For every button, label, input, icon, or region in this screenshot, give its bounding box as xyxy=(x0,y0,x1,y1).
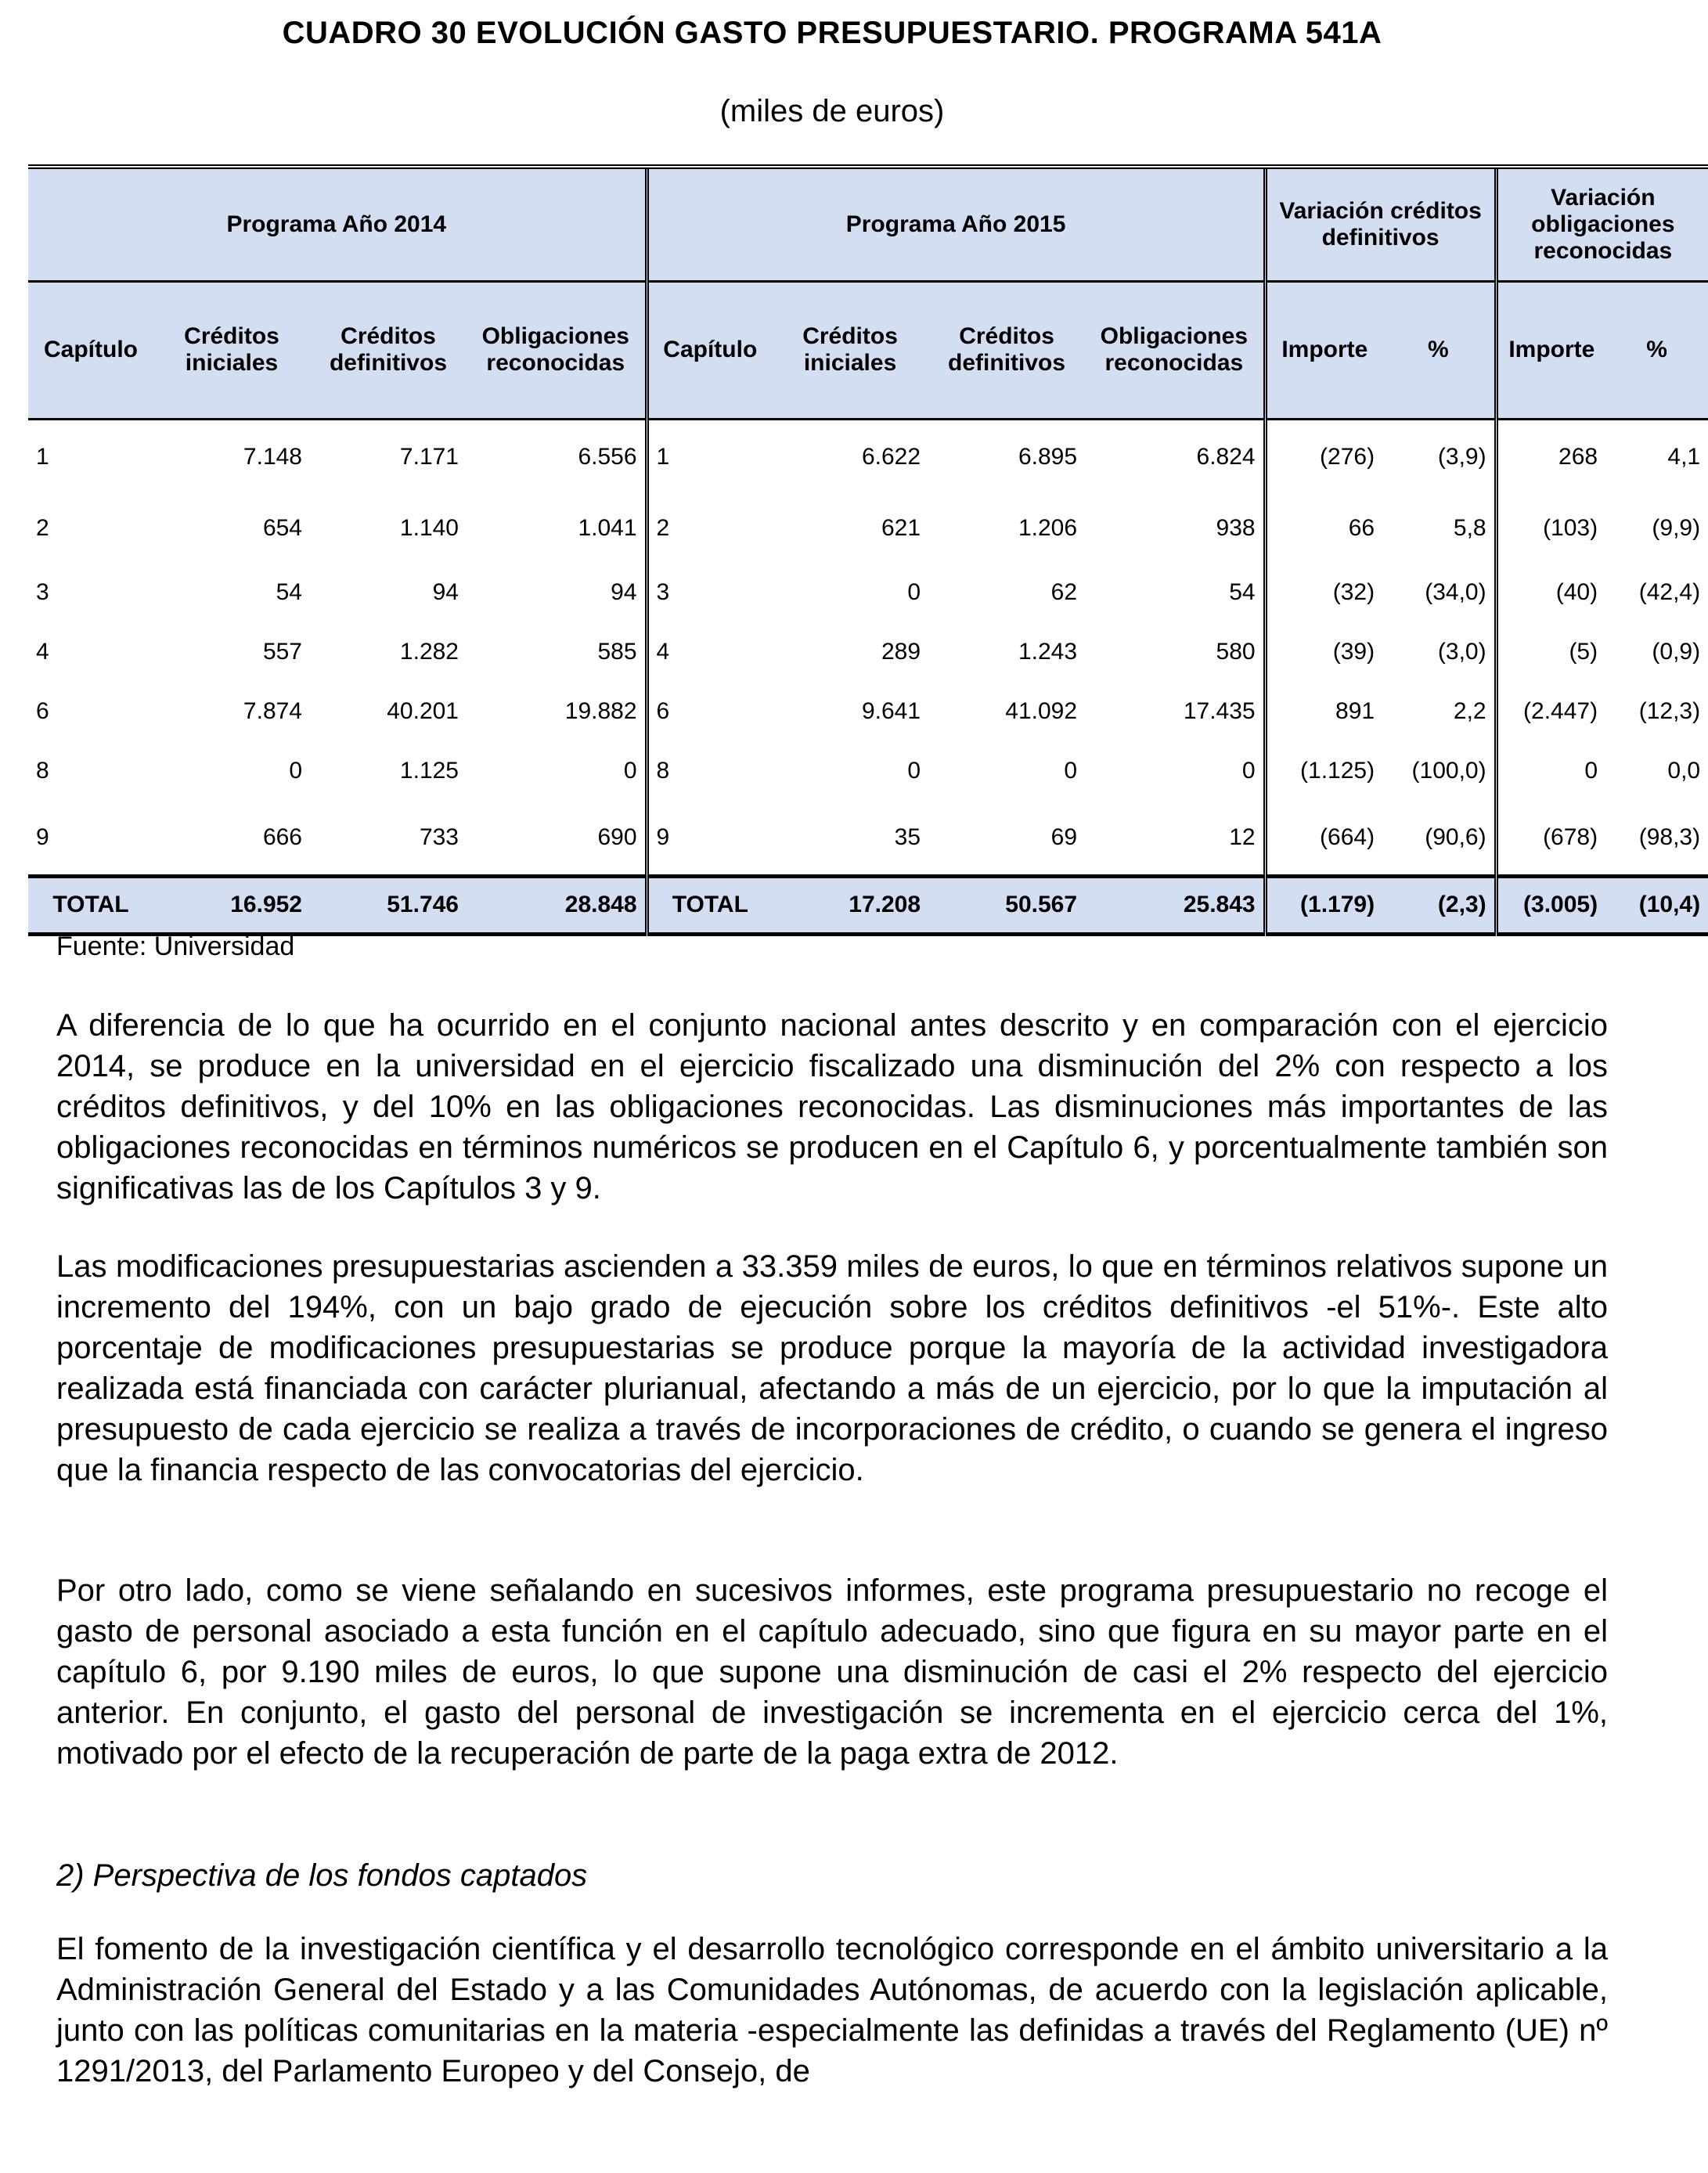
cell-vo-imp: (678) xyxy=(1543,823,1598,850)
cell-cd15: 0 xyxy=(1064,758,1078,784)
cell-cap14: 2 xyxy=(36,515,49,541)
cell-cap14: 4 xyxy=(36,639,49,665)
total-ci15: 17.208 xyxy=(772,876,928,934)
column-header-row xyxy=(28,281,1708,419)
cell-ci15: 0 xyxy=(907,758,921,784)
cell-ci14: 7.148 xyxy=(243,443,302,470)
cell-or15: 17.435 xyxy=(1085,682,1265,741)
cell-vo-pct: 4,1 xyxy=(1667,443,1701,470)
cell-vc-pct: (34,0) xyxy=(1382,563,1496,622)
group-header-2014: Programa Año 2014 xyxy=(28,167,647,281)
table-row xyxy=(28,494,1708,563)
total-cap14: TOTAL xyxy=(28,876,153,934)
cell-cd14: 1.282 xyxy=(399,639,459,665)
paragraph-4-text: El fomento de la investigación científica y el desarrollo tecnológico corresponde en el ámbito universitario a la Administración General del Estado y a las Comunidades Autónomas, de acuerdo con la legislación aplicable, junto con las políticas comunitarias en la materia -especialmente las definidas a través del Reglamento (UE) nº 1291/2013, del Parlamento Europeo y del Consejo, de xyxy=(56,1932,1608,2088)
cell-vc-imp: 891 xyxy=(1335,698,1375,724)
total-row xyxy=(28,876,1708,934)
table-row xyxy=(28,741,1708,801)
cell-cd14: 1.140 xyxy=(399,515,459,541)
cell-cap14: 1 xyxy=(36,443,49,470)
cell-ci15: 621 xyxy=(881,515,921,541)
cell-cd15: 41.092 xyxy=(1005,698,1078,724)
col-creditos-iniciales-2015: Créditos iniciales xyxy=(772,281,928,419)
cell-ci14: 54 xyxy=(276,579,302,605)
cell-cd15: 62 xyxy=(1050,579,1078,605)
cell-vo-imp: (103) xyxy=(1543,515,1598,541)
cell-vc-imp: (1.125) xyxy=(1300,758,1375,784)
table-row xyxy=(28,682,1708,741)
cell-ci15: 9.641 xyxy=(861,698,921,724)
cell-cap15: 1 xyxy=(656,443,670,470)
cell-vc-imp: (39) xyxy=(1332,639,1375,665)
cell-ci14: 557 xyxy=(262,639,302,665)
total-vo-imp: (3.005) xyxy=(1496,876,1605,934)
group-header-var-obligaciones: Variación obligaciones reconocidas xyxy=(1496,167,1708,281)
col-obligaciones-2014: Obligaciones reconocidas xyxy=(467,281,647,419)
cell-cd14: 40.201 xyxy=(387,698,459,724)
cell-ci15: 289 xyxy=(881,639,921,665)
cell-vo-pct: (42,4) xyxy=(1638,579,1701,605)
cell-cap15: 6 xyxy=(656,698,670,724)
cell-ci14: 0 xyxy=(289,758,302,784)
cell-vo-pct: (12,3) xyxy=(1638,698,1701,724)
budget-table xyxy=(28,164,1708,936)
cell-ci14: 7.874 xyxy=(243,698,302,724)
cell-cap15: 2 xyxy=(656,515,670,541)
table-title: CUADRO 30 EVOLUCIÓN GASTO PRESUPUESTARIO. PROGRAMA 541A xyxy=(282,16,1382,50)
cell-cd14: 7.171 xyxy=(399,443,459,470)
total-vc-pct: (2,3) xyxy=(1382,876,1496,934)
cell-vo-pct: (98,3) xyxy=(1638,823,1701,850)
cell-vo-pct: (9,9) xyxy=(1652,515,1701,541)
table-row xyxy=(28,801,1708,876)
cell-cd15: 6.895 xyxy=(1018,443,1078,470)
total-or14: 28.848 xyxy=(467,876,647,934)
table-row xyxy=(28,563,1708,622)
cell-cap14: 6 xyxy=(36,698,49,724)
paragraph-3-text: Por otro lado, como se viene señalando en sucesivos informes, este programa presupuestario no recoge el gasto de personal asociado a esta función en el capítulo adecuado, sino que figura en su mayor parte en el capítulo 6, por 9.190 miles de euros, lo que supone una disminución de casi el 2% respecto del ejercicio anterior. En conjunto, el gasto del personal de investigación se incrementa en el ejercicio cerca del 1%, motivado por el efecto de la recuperación de parte de la paga extra de 2012. xyxy=(56,1573,1608,1771)
cell-vo-imp: (40) xyxy=(1555,579,1598,605)
cell-or15: 54 xyxy=(1085,563,1265,622)
cell-cap15: 4 xyxy=(656,639,670,665)
cell-vc-pct: (3,0) xyxy=(1382,622,1496,682)
col-capitulo-2014: Capítulo xyxy=(28,281,153,419)
table-units: (miles de euros) xyxy=(719,94,945,128)
col-creditos-definitivos-2014: Créditos definitivos xyxy=(310,281,467,419)
table-source: Fuente: Universidad xyxy=(56,932,295,961)
paragraph-1-text: A diferencia de lo que ha ocurrido en el conjunto nacional antes descrito y en comparación con el ejercicio 2014, se produce en la universidad en el ejercicio fiscalizado una disminución del 2% con respecto a los créditos definitivos, y del 10% en las obligaciones reconocidas. Las disminuciones más importantes de las obligaciones reconocidas en términos numéricos se producen en el Capítulo 6, y porcentualmente también son significativas las de los Capítulos 3 y 9. xyxy=(56,1008,1608,1205)
group-header-var-creditos: Variación créditos definitivos xyxy=(1265,167,1496,281)
table-row xyxy=(28,419,1708,494)
cell-ci14: 666 xyxy=(262,823,302,850)
cell-cap15: 3 xyxy=(656,579,670,605)
cell-vc-pct: (3,9) xyxy=(1382,419,1496,494)
col-vc-pct: % xyxy=(1382,281,1496,419)
paragraph-2-text: Las modificaciones presupuestarias ascienden a 33.359 miles de euros, lo que en términos relativos supone un incremento del 194%, con un bajo grado de ejecución sobre los créditos definitivos -el 51%-. Este alto porcentaje de modificaciones presupuestarias se produce porque la mayoría de la actividad investigadora realizada está financiada con carácter plurianual, afectando a más de un ejercicio, por lo que la imputación al presupuesto de cada ejercicio se realiza a través de incorporaciones de crédito, o cuando se genera el ingreso que la financia respecto de las convocatorias del ejercicio. xyxy=(56,1249,1608,1487)
total-vc-imp: (1.179) xyxy=(1265,876,1382,934)
cell-cd14: 1.125 xyxy=(399,758,459,784)
section-heading: 2) Perspectiva de los fondos captados xyxy=(56,1858,588,1893)
cell-vc-pct: (100,0) xyxy=(1382,741,1496,801)
col-obligaciones-2015: Obligaciones reconocidas xyxy=(1085,281,1265,419)
cell-vc-imp: (664) xyxy=(1320,823,1375,850)
cell-vo-pct: (0,9) xyxy=(1652,639,1701,665)
cell-or15: 580 xyxy=(1085,622,1265,682)
cell-or14: 585 xyxy=(467,622,647,682)
col-vc-importe: Importe xyxy=(1265,281,1382,419)
col-creditos-iniciales-2014: Créditos iniciales xyxy=(153,281,310,419)
cell-or15: 0 xyxy=(1085,741,1265,801)
cell-or15: 938 xyxy=(1085,494,1265,563)
group-header-2015: Programa Año 2015 xyxy=(647,167,1265,281)
paragraph-4 xyxy=(56,1929,1608,2092)
cell-or15: 12 xyxy=(1085,801,1265,876)
col-vo-pct: % xyxy=(1605,281,1708,419)
cell-vc-imp: 66 xyxy=(1348,515,1375,541)
cell-vo-imp: 268 xyxy=(1558,443,1598,470)
col-creditos-definitivos-2015: Créditos definitivos xyxy=(928,281,1085,419)
cell-vc-pct: (90,6) xyxy=(1382,801,1496,876)
cell-vo-imp: (5) xyxy=(1569,639,1598,665)
cell-cap14: 3 xyxy=(36,579,49,605)
total-vo-pct: (10,4) xyxy=(1605,876,1708,934)
cell-cd15: 1.206 xyxy=(1018,515,1078,541)
paragraph-3 xyxy=(56,1570,1608,1774)
cell-cd15: 1.243 xyxy=(1018,639,1078,665)
cell-cd14: 94 xyxy=(432,579,459,605)
col-vo-importe: Importe xyxy=(1496,281,1605,419)
cell-ci15: 6.622 xyxy=(861,443,921,470)
total-or15: 25.843 xyxy=(1085,876,1265,934)
cell-or14: 94 xyxy=(467,563,647,622)
total-cd14: 51.746 xyxy=(310,876,467,934)
cell-vo-imp: (2.447) xyxy=(1523,698,1598,724)
cell-cap14: 9 xyxy=(36,823,49,850)
cell-cd14: 733 xyxy=(419,823,459,850)
cell-ci14: 654 xyxy=(262,515,302,541)
paragraph-2 xyxy=(56,1246,1608,1490)
total-cd15: 50.567 xyxy=(928,876,1085,934)
total-ci14: 16.952 xyxy=(153,876,310,934)
cell-vc-pct: 2,2 xyxy=(1382,682,1496,741)
cell-vc-imp: (276) xyxy=(1320,443,1375,470)
cell-cd15: 69 xyxy=(1050,823,1078,850)
cell-cap14: 8 xyxy=(36,758,49,784)
cell-or14: 0 xyxy=(467,741,647,801)
cell-ci15: 35 xyxy=(894,823,921,850)
paragraph-1 xyxy=(56,1005,1608,1209)
col-capitulo-2015: Capítulo xyxy=(647,281,772,419)
cell-vc-imp: (32) xyxy=(1332,579,1375,605)
cell-or15: 6.824 xyxy=(1085,419,1265,494)
table-row xyxy=(28,622,1708,682)
cell-or14: 1.041 xyxy=(467,494,647,563)
cell-cap15: 8 xyxy=(656,758,670,784)
total-cap15: TOTAL xyxy=(647,876,772,934)
cell-vo-pct: 0,0 xyxy=(1667,758,1701,784)
cell-or14: 19.882 xyxy=(467,682,647,741)
cell-cap15: 9 xyxy=(656,823,670,850)
group-header-row xyxy=(28,167,1708,281)
cell-or14: 690 xyxy=(467,801,647,876)
cell-vc-pct: 5,8 xyxy=(1382,494,1496,563)
cell-vo-imp: 0 xyxy=(1584,758,1598,784)
cell-or14: 6.556 xyxy=(467,419,647,494)
cell-ci15: 0 xyxy=(907,579,921,605)
